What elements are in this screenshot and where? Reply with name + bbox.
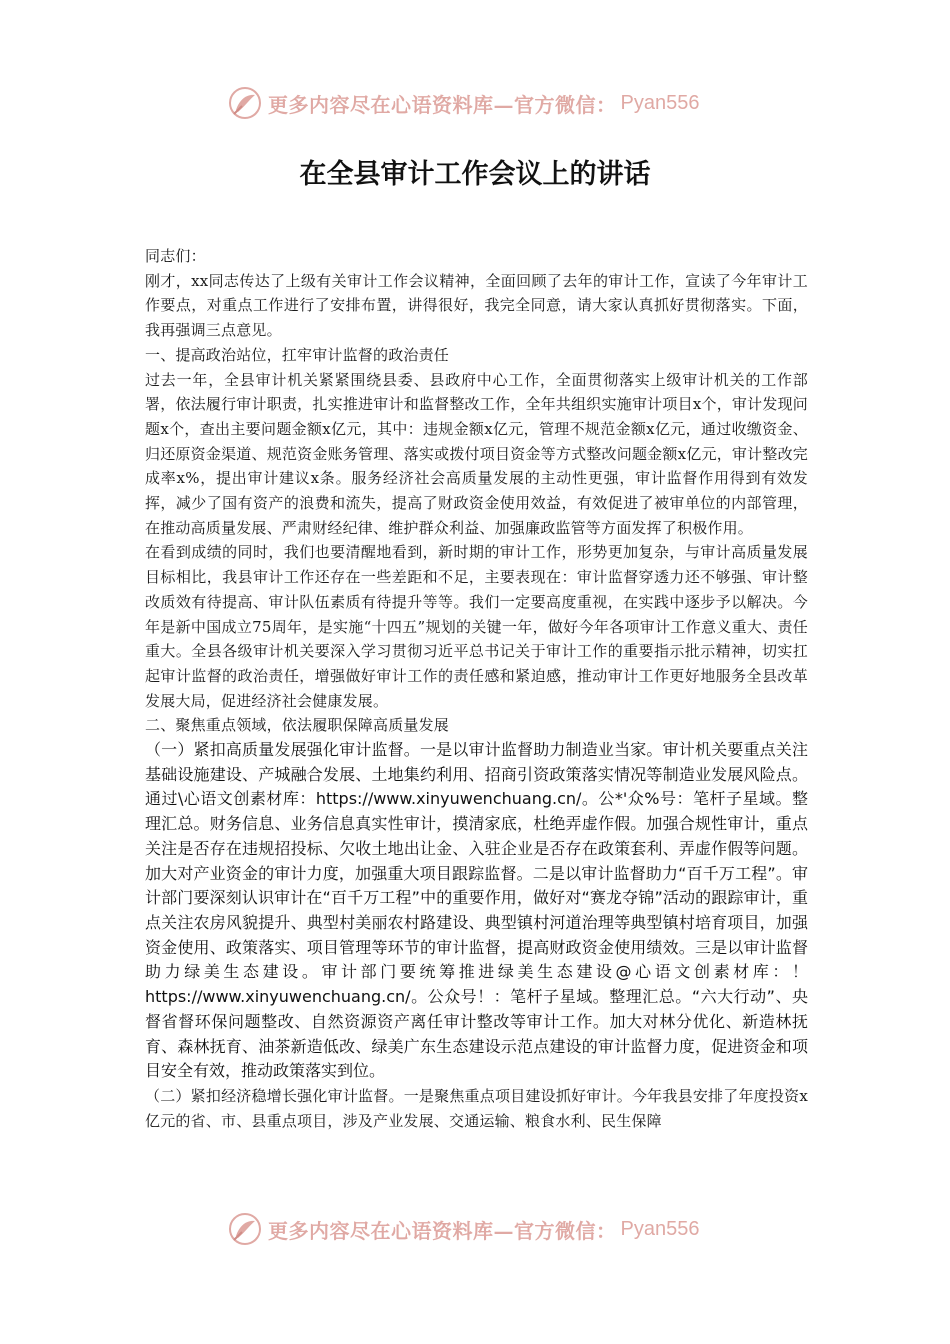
banner-text: 更多内容尽在心语资料库—官方微信： xyxy=(268,1218,617,1243)
paragraph-intro: 刚才，xx同志传达了上级有关审计工作会议精神，全面回顾了去年的审计工作，宣读了今年审计工作要点，对重点工作进行了安排布置，讲得很好，我完全同意，请大家认真抓好贯彻落实。下面，我再强调三点意见。 xyxy=(145,271,808,340)
brand-logo-icon xyxy=(228,86,262,120)
banner-wechat-id: Pyan556 xyxy=(620,91,700,114)
banner-wechat-id: Pyan556 xyxy=(620,1217,700,1240)
paragraph-review: 过去一年，全县审计机关紧紧围绕县委、县政府中心工作，全面贯彻落实上级审计机关的工作部署，依法履行审计职责，扎实推进审计和监督整改工作，全年共组织实施审计项目x个，审计发现问题x个，查出主要问题金额x亿元，其中：违规金额x亿元，管理不规范金额x亿元，通过收缴资金、归还原资金渠道、规范资金账务管理、落实或拨付项目资金等方式整改问题金额x亿元，审计整改完成率x%，提出审计建议x条。服务经济社会高质量发展的主动性更强，审计监督作用得到有效发挥，减少了国有资产的浪费和流失，提高了财政资金使用效益，有效促进了被审单位的内部管理，在推动高质量发展、严肃财经纪律、维护群众利益、加强廉政监管等方面发挥了积极作用。 xyxy=(145,370,808,537)
paragraph-subsection-2: （二）紧扣经济稳增长强化审计监督。一是聚焦重点项目建设抓好审计。今年我县安排了年度投资x亿元的省、市、县重点项目，涉及产业发展、交通运输、粮食水利、民生保障 xyxy=(145,1086,808,1130)
section-heading-1: 一、提高政治站位，扛牢审计监督的政治责任 xyxy=(145,345,450,364)
footer-watermark-banner xyxy=(0,1209,950,1249)
document-body xyxy=(145,244,808,1133)
section-heading-2: 二、聚焦重点领域，依法履职保障高质量发展 xyxy=(145,716,450,735)
brand-logo-icon xyxy=(228,1212,262,1246)
salutation: 同志们： xyxy=(145,247,206,265)
paragraph-shortcomings: 在看到成绩的同时，我们也要清醒地看到，新时期的审计工作，形势更加复杂，与审计高质量发展目标相比，我县审计工作还存在一些差距和不足，主要表现在：审计监督穿透力还不够强、审计整改质效有待提高、审计队伍素质有待提升等等。我们一定要高度重视，在实践中逐步予以解决。今年是新中国成立75周年，是实施“十四五”规划的关键一年，做好今年各项审计工作意义重大、责任重大。全县各级审计机关要深入学习贯彻习近平总书记关于审计工作的重要指示批示精神，切实扛起审计监督的政治责任，增强做好审计工作的责任感和紧迫感，推动审计工作更好地服务全县改革发展大局，促进经济社会健康发展。 xyxy=(145,543,808,710)
paragraph-subsection-1: （一）紧扣高质量发展强化审计监督。一是以审计监督助力制造业当家。审计机关要重点关注基础设施建设、产城融合发展、土地集约利用、招商引资政策落实情况等制造业发展风险点。通过\心语文创素材库：https://www.xinyuwenchuang.cn/。公*'众%号：笔杆子星域。整理汇总。财务信息、业务信息真实性审计，摸清家底，杜绝弄虚作假。加强合规性审计，重点关注是否存在违规招投标、欠收土地出让金、入驻企业是否存在政策套利、弄虚作假等问题。加大对产业资金的审计力度，加强重大项目跟踪监督。二是以审计监督助力“百千万工程”。审计部门要深刻认识审计在“百千万工程”中的重要作用，做好对“赛龙夺锦”活动的跟踪审计，重点关注农房风貌提升、典型村美丽农村路建设、典型镇村河道治理等典型镇村培育项目，加强资金使用、政策落实、项目管理等环节的审计监督，提高财政资金使用绩效。三是以审计监督助力绿美生态建设。审计部门要统筹推进绿美生态建设@心语文创素材库：！ https://www.xinyuwenchuang.cn/。公众号！：笔杆子星域。整理汇总。“六大行动”、央督省督环保问题整改、自然资源资产离任审计整改等审计工作。加大对林分优化、新造林抚育、森林抚育、油茶新造低改、绿美广东生态建设示范点建设的审计监督力度，促进资金和项目安全有效，推动政策落实到位。 xyxy=(145,740,808,1081)
banner-text: 更多内容尽在心语资料库—官方微信： xyxy=(268,92,617,117)
document-title: 在全县审计工作会议上的讲话 xyxy=(299,159,651,190)
header-watermark-banner xyxy=(0,83,950,123)
